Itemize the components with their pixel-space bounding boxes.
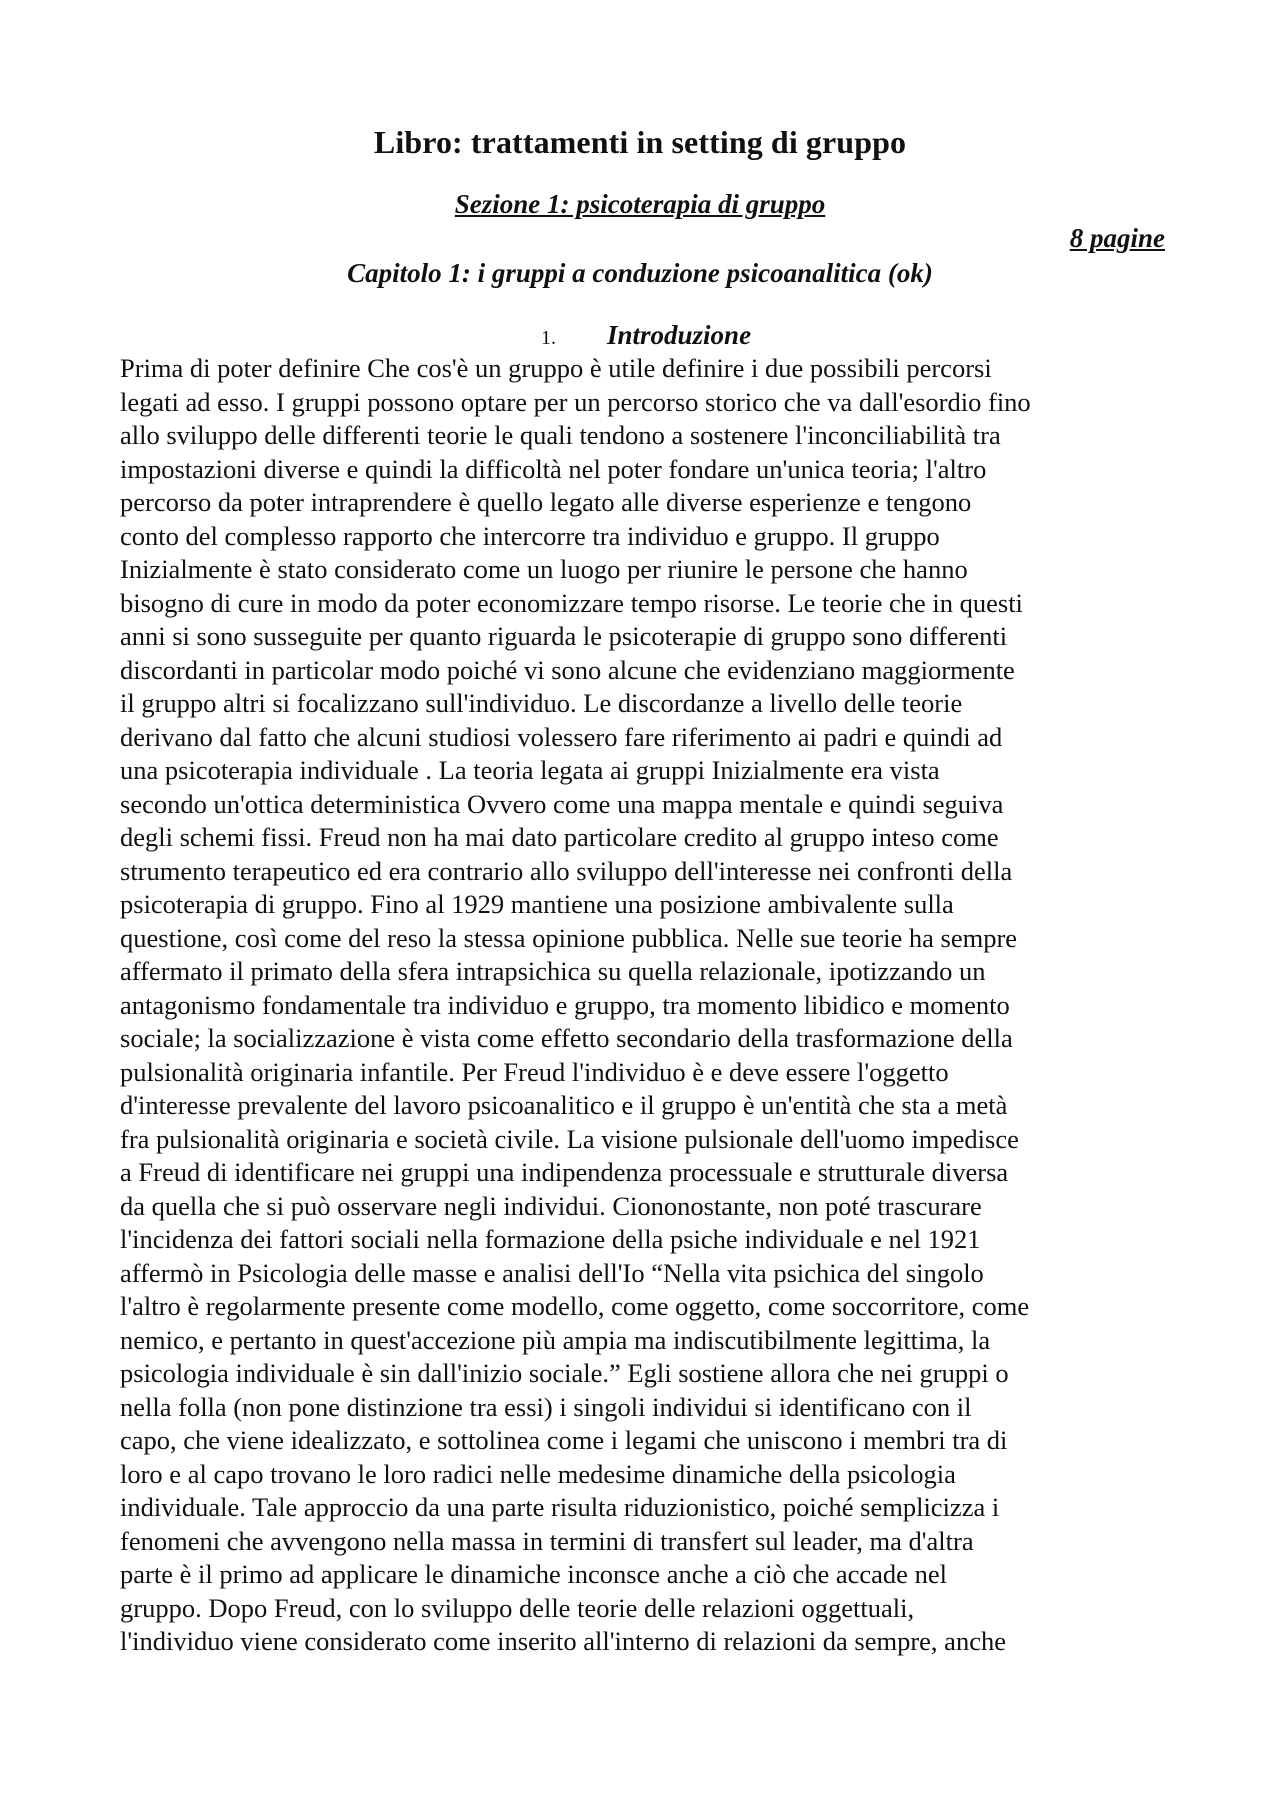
body-line: impostazioni diverse e quindi la difficoltà nel poter fondare un'unica teoria; l'altro bbox=[120, 453, 987, 484]
body-line: il gruppo altri si focalizzano sull'individuo. Le discordanze a livello delle teorie bbox=[120, 688, 963, 718]
body-line: antagonismo fondamentale tra individuo e gruppo, tra momento libidico e momento bbox=[120, 989, 1010, 1020]
body-line: allo sviluppo delle differenti teorie le quali tendono a sostenere l'inconciliabilità tra bbox=[120, 420, 1001, 450]
chapter-title: Capitolo 1: i gruppi a conduzione psicoanalitica (ok) bbox=[347, 258, 933, 288]
body-line: conto del complesso rapporto che intercorre tra individuo e gruppo. Il gruppo bbox=[120, 520, 940, 551]
body-line: a Freud di identificare nei gruppi una indipendenza processuale e strutturale diversa bbox=[120, 1157, 1009, 1187]
body-line: una psicoterapia individuale . La teoria legata ai gruppi Inizialmente era vista bbox=[120, 755, 940, 785]
body-line: pulsionalità originaria infantile. Per Freud l'individuo è e deve essere l'oggetto bbox=[120, 1056, 949, 1087]
body-line: l'incidenza dei fattori sociali nella formazione della psiche individuale e nel 1921 bbox=[120, 1224, 981, 1254]
body-line: percorso da poter intraprendere è quello legato alle diverse esperienze e tengono bbox=[120, 487, 972, 517]
body-line: sociale; la socializzazione è vista come effetto secondario della trasformazione della bbox=[120, 1023, 1013, 1053]
body-line: nella folla (non pone distinzione tra essi) i singoli individui si identificano con il bbox=[120, 1391, 972, 1422]
book-title: Libro: trattamenti in setting di gruppo bbox=[373, 124, 907, 160]
body-line: individuale. Tale approccio da una parte risulta riduzionistico, poiché semplicizza i bbox=[120, 1492, 1000, 1522]
body-line: derivano dal fatto che alcuni studiosi volessero fare riferimento ai padri e quindi ad bbox=[120, 721, 1003, 752]
body-line: nemico, e pertanto in quest'accezione più ampia ma indiscutibilmente legittima, la bbox=[120, 1324, 991, 1355]
body-line: anni si sono susseguite per quanto riguarda le psicoterapie di gruppo sono differenti bbox=[120, 621, 1008, 651]
body-line: l'altro è regolarmente presente come modello, come oggetto, come soccorritore, come bbox=[120, 1291, 1030, 1321]
body-line: fenomeni che avvengono nella massa in termini di transfert sul leader, ma d'altra bbox=[120, 1525, 974, 1556]
body-line: fra pulsionalità originaria e società civile. La visione pulsionale dell'uomo impedisce bbox=[120, 1123, 1019, 1154]
page-count-note: 8 pagine bbox=[1069, 223, 1165, 253]
body-line: questione, così come del reso la stessa opinione pubblica. Nelle sue teorie ha sempre bbox=[120, 922, 1018, 953]
body-line: secondo un'ottica deterministica Ovvero come una mappa mentale e quindi seguiva bbox=[120, 788, 1004, 819]
body-line: Prima di poter definire Che cos'è un gruppo è utile definire i due possibili percorsi bbox=[120, 353, 992, 383]
heading-number: 1. bbox=[541, 327, 556, 349]
body-line: discordanti in particolar modo poiché vi sono alcune che evidenziano maggiormente bbox=[120, 654, 1015, 685]
section-heading bbox=[541, 318, 751, 355]
body-line: psicologia individuale è sin dall'inizio sociale.” Egli sostiene allora che nei gruppi o bbox=[120, 1358, 1009, 1388]
body-line: capo, che viene idealizzato, e sottolinea come i legami che uniscono i membri tra di bbox=[120, 1425, 1008, 1455]
body-line: degli schemi fissi. Freud non ha mai dato particolare credito al gruppo inteso come bbox=[120, 822, 999, 852]
body-line: l'individuo viene considerato come inserito all'interno di relazioni da sempre, anche bbox=[120, 1626, 1006, 1656]
body-line: d'interesse prevalente del lavoro psicoanalitico e il gruppo è un'entità che sta a metà bbox=[120, 1090, 1008, 1120]
body-line: gruppo. Dopo Freud, con lo sviluppo delle teorie delle relazioni oggettuali, bbox=[120, 1592, 915, 1623]
body-line: strumento terapeutico ed era contrario allo sviluppo dell'interesse nei confronti della bbox=[120, 855, 1013, 886]
body-paragraph bbox=[120, 352, 1168, 1659]
body-line: parte è il primo ad applicare le dinamiche inconsce anche a ciò che accade nel bbox=[120, 1559, 947, 1589]
body-line: psicoterapia di gruppo. Fino al 1929 mantiene una posizione ambivalente sulla bbox=[120, 889, 954, 919]
body-line: legati ad esso. I gruppi possono optare per un percorso storico che va dall'esordio fino bbox=[120, 386, 1031, 417]
body-line: affermò in Psicologia delle masse e analisi dell'Io “Nella vita psichica del singolo bbox=[120, 1257, 984, 1288]
body-line: affermato il primato della sfera intrapsichica su quella relazionale, ipotizzando un bbox=[120, 956, 986, 986]
body-line: loro e al capo trovano le loro radici nelle medesime dinamiche della psicologia bbox=[120, 1458, 956, 1489]
body-line: da quella che si può osservare negli individui. Ciononostante, non poté trascurare bbox=[120, 1190, 982, 1221]
heading-text: Introduzione bbox=[607, 320, 752, 350]
body-line: bisogno di cure in modo da poter economizzare tempo risorse. Le teorie che in questi bbox=[120, 587, 1023, 618]
body-line: Inizialmente è stato considerato come un luogo per riunire le persone che hanno bbox=[120, 554, 968, 584]
section-title: Sezione 1: psicoterapia di gruppo bbox=[454, 189, 826, 219]
